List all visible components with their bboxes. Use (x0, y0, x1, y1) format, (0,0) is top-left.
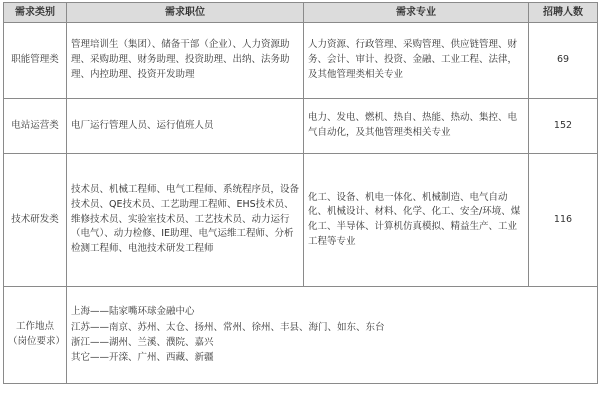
header-count: 招聘人数 (529, 3, 598, 23)
row-majors: 人力资源、行政管理、采购管理、供应链管理、财务、会计、审计、投资、金融、工业工程、法律，及其他管理类相关专业 (304, 23, 529, 99)
location-line-other: 其它——开滦、广州、西藏、新疆 (71, 352, 214, 364)
header-positions: 需求职位 (67, 3, 304, 23)
row-positions: 技术员、机械工程师、电气工程师、系统程序员，设备技术员、QE技术员、工艺助理工程师、EHS技术员、维修技术员、实验室技术员、工艺技术员、动力运行（电气）、动力检修、IE助理、电气运维工程师、分析检测工程师、电池技术研发工程师 (67, 154, 304, 287)
header-majors: 需求专业 (304, 3, 529, 23)
row-majors: 电力、发电、燃机、热自、热能、热动、集控、电气自动化，及其他管理类相关专业 (304, 99, 529, 154)
location-category-title: 工作地点 (15, 321, 54, 333)
location-line-shanghai: 上海——陆家嘴环球金融中心 (71, 306, 195, 318)
table-row (4, 23, 598, 99)
row-category: 技术研发类 (4, 154, 67, 287)
location-line-zhejiang: 浙江——湖州、兰溪、濮院、嘉兴 (71, 337, 214, 348)
table-header-row (4, 3, 598, 23)
row-positions: 电厂运行管理人员、运行值班人员 (67, 99, 304, 154)
location-category-note: （岗位要求） (8, 336, 66, 347)
header-category: 需求类别 (4, 3, 67, 23)
table-row (4, 99, 598, 154)
row-category: 电站运营类 (4, 99, 67, 154)
recruitment-table (3, 2, 598, 384)
location-line-jiangsu: 江苏——南京、苏州、太仓、扬州、常州、徐州、丰县、海门、如东、东台 (71, 321, 385, 333)
row-count: 116 (529, 154, 598, 287)
row-count: 69 (529, 23, 598, 99)
location-list (67, 287, 598, 384)
row-majors: 化工、设备、机电一体化、机械制造、电气自动化、机械设计、材料、化学、化工、安全/环境、煤化工、半导体、计算机仿真模拟、精益生产、工业工程等专业 (304, 154, 529, 287)
row-count: 152 (529, 99, 598, 154)
row-category: 职能管理类 (4, 23, 67, 99)
row-positions: 管理培训生（集团）、储备干部（企业）、人力资源助理、采购助理、财务助理、投资助理、出纳、法务助理、内控助理、投资开发助理 (67, 23, 304, 99)
location-category (4, 287, 67, 384)
location-row (4, 287, 598, 384)
table-row (4, 154, 598, 287)
